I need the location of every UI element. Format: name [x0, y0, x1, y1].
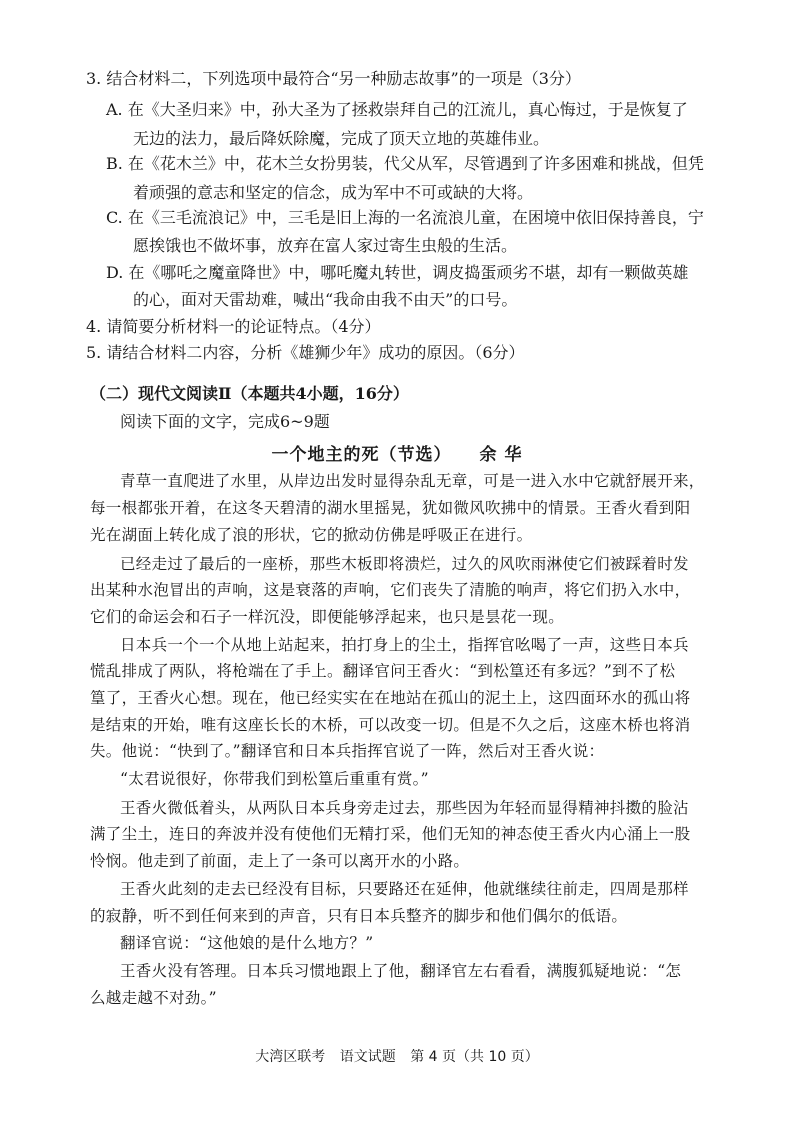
- footer-exam: 大湾区联考: [255, 1049, 326, 1065]
- article-line: 慌乱排成了两队，将枪端在了手上。翻译官问王香火：“到松篁还有多远？”到不了松: [90, 662, 676, 680]
- article-line: 它们的命运会和石子一样沉没，即便能够浮起来，也只是昙花一现。: [90, 608, 565, 626]
- article-line: 失。他说：“快到了。”翻译官和日本兵指挥官说了一阵，然后对王香火说：: [90, 742, 605, 760]
- article-line: 怜悯。他走到了前面，走上了一条可以离开水的小路。: [90, 852, 470, 870]
- article-line: 青草一直爬进了水里，从岸边出发时显得杂乱无章，可是一进入水中它就舒展开来，: [120, 472, 705, 490]
- section-heading: （二）现代文阅读Ⅱ（本题共4小题，16分）: [90, 384, 409, 403]
- article-line: 光在湖面上转化成了浪的形状，它的掀动仿佛是呼吸正在进行。: [90, 526, 533, 544]
- article-title: 一个地主的死（节选）: [271, 445, 452, 465]
- question-5: 5. 请结合材料二内容，分析《雄狮少年》成功的原因。（6分）: [86, 343, 525, 362]
- article-line: 已经走过了最后的一座桥，那些木板即将溃烂，过久的风吹雨淋使它们被踩着时发: [120, 555, 689, 573]
- section-instruction: 阅读下面的文字，完成6~9题: [120, 412, 330, 431]
- option-c-line-2: 愿挨饿也不做坏事，放弃在富人家过寄生虫般的生活。: [133, 236, 518, 255]
- footer-subject: 语文试题: [339, 1049, 396, 1065]
- footer-page-number: 第 4 页（共 10 页）: [410, 1049, 539, 1065]
- article-line: “太君说很好，你带我们到松篁后重重有赏。”: [120, 770, 429, 788]
- article-line: 翻译官说：“这他娘的是什么地方？”: [120, 934, 374, 952]
- article-author: 余 华: [479, 445, 523, 465]
- article-line: 满了尘土，连日的奔波并没有使他们无精打采，他们无知的神态使王香火内心涌上一股: [90, 825, 691, 843]
- article-line: 王香火此刻的走去已经没有目标，只要路还在延伸，他就继续往前走，四周是那样: [120, 880, 689, 898]
- option-a-line-1: A. 在《大圣归来》中，孙大圣为了拯救崇拜自己的江流儿，真心悔过，于是恢复了: [106, 100, 688, 119]
- question-4: 4. 请简要分析材料一的论证特点。（4分）: [86, 317, 381, 336]
- article-title-row: [0, 440, 794, 465]
- page-footer: [0, 1046, 794, 1066]
- option-b-line-2: 着顽强的意志和坚定的信念，成为军中不可或缺的大将。: [133, 183, 534, 202]
- question-3-stem: 3. 结合材料二，下列选项中最符合“另一种励志故事”的一项是（3分）: [86, 69, 581, 88]
- article-line: 是结束的开始，唯有这座长长的木桥，可以改变一切。但是不久之后，这座木桥也将消: [90, 716, 691, 734]
- option-d-line-1: D. 在《哪吒之魔童降世》中，哪吒魔丸转世，调皮捣蛋顽劣不堪，却有一颗做英雄: [106, 263, 689, 282]
- article-line: 篁了，王香火心想。现在，他已经实实在在地站在孤山的泥土上，这四面环水的孤山将: [90, 689, 691, 707]
- article-line: 的寂静，听不到任何来到的声音，只有日本兵整齐的脚步和他们偶尔的低语。: [90, 907, 628, 925]
- option-c-line-1: C. 在《三毛流浪记》中，三毛是旧上海的一名流浪儿童，在困境中依旧保持善良，宁: [106, 208, 704, 227]
- article-line: 日本兵一个一个从地上站起来，拍打身上的尘土，指挥官吆喝了一声，这些日本兵: [120, 636, 689, 654]
- option-d-line-2: 的心，面对天雷劫难，喊出“我命由我不由天”的口号。: [133, 290, 518, 309]
- option-b-line-1: B. 在《花木兰》中，花木兰女扮男装，代父从军，尽管遇到了许多困难和挑战，但凭: [106, 154, 704, 173]
- article-line: 王香火没有答理。日本兵习惯地跟上了他，翻译官左右看看，满腹狐疑地说：“怎: [120, 962, 682, 980]
- option-a-line-2: 无边的法力，最后降妖除魔，完成了顶天立地的英雄伟业。: [133, 129, 550, 148]
- article-line: 出某种水泡冒出的声响，这是衰落的声响，它们丧失了清脆的响声，将它们扔入水中，: [90, 581, 691, 599]
- article-line: 王香火微低着头，从两队日本兵身旁走过去，那些因为年轻而显得精神抖擞的脸沾: [120, 799, 689, 817]
- article-line: 么越走越不对劲。”: [90, 989, 217, 1007]
- article-line: 每一根都张开着，在这冬天碧清的湖水里摇晃，犹如微风吹拂中的情景。王香火看到阳: [90, 499, 691, 517]
